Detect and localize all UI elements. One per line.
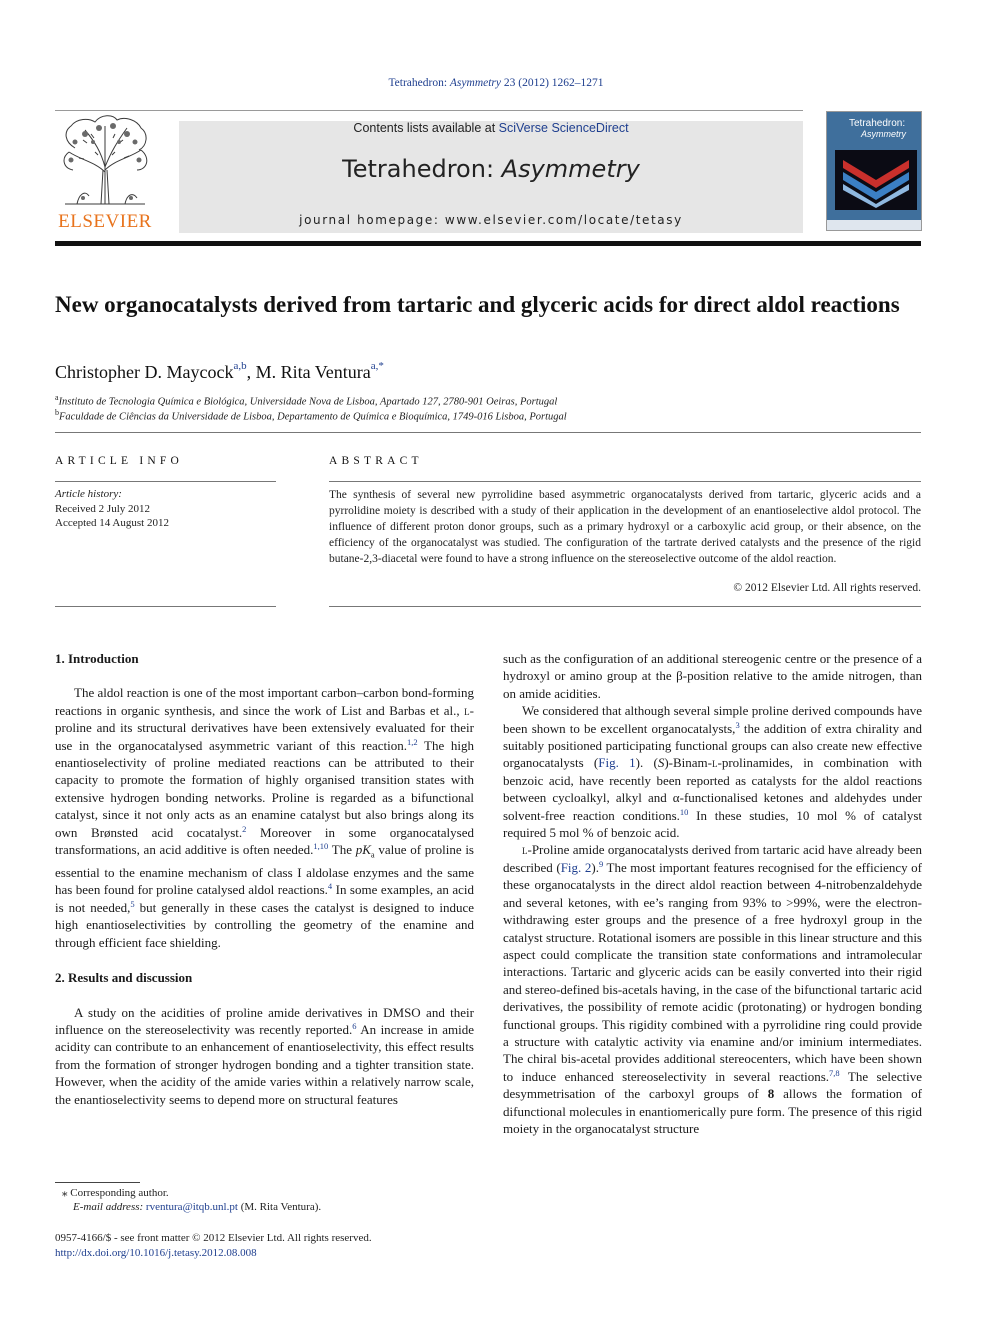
affiliation-b bbox=[55, 408, 567, 423]
received-date: Received 2 July 2012 bbox=[55, 502, 151, 515]
author-affiliation-marks[interactable]: a,* bbox=[370, 360, 384, 372]
cover-title bbox=[849, 118, 906, 140]
text-run: l bbox=[522, 842, 528, 858]
intro-paragraph bbox=[55, 684, 474, 951]
text-run: -prolinamides, in combination with benzoic acid, have recently been reported as catalysts for the aldol reactions between cycloalkyl, alkyl and α-functionalised ketones and aldehydes under solvent-free reaction conditions. bbox=[503, 755, 922, 823]
contents-prefix: Contents lists available at bbox=[353, 121, 499, 135]
results-paragraph bbox=[55, 1004, 474, 1108]
abstract-rule bbox=[329, 481, 921, 482]
text-run: In some examples, an acid is not needed, bbox=[55, 882, 474, 915]
text-run: -proline and its structural derivatives have been extensively evaluated for their use in the organocatalysed asymmetric variant of this reaction. bbox=[55, 702, 474, 753]
citation-journal: Asymmetry bbox=[449, 77, 501, 89]
abstract-text: The synthesis of several new pyrrolidine based asymmetric organocatalysts derived from tartaric, glyceric acids and a pyrrolidine moiety is described with a study of their application in the development of an enantioselective aldol protocol. The influence of different proton donor groups, such as a primary hydroxyl or a carboxylic acid group, or their absence, on the efficiency of the organocatalyst was studied. The configuration of the tartrate derived catalysts and the presence of the rigid butane-2,3-diacetal were found to have a strong influence on the stereoselective outcome of the aldol reaction. bbox=[329, 489, 921, 565]
text-run: A study on the acidities of proline amide derivatives in DMSO and their influence on the stereoselectivity was recently reported. bbox=[55, 1004, 474, 1037]
citation-suffix: 23 (2012) 1262–1271 bbox=[501, 77, 604, 89]
text-run: -Proline amide organocatalysts derived from tartaric acid have already been described ( bbox=[503, 842, 922, 875]
reference-link[interactable]: 4 bbox=[327, 881, 333, 892]
journal-cover-image[interactable] bbox=[826, 111, 922, 231]
reference-link[interactable]: 6 bbox=[352, 1020, 357, 1031]
header-top-rule bbox=[55, 110, 803, 111]
text-run: The high enantioselectivity of proline mediated reactions can be attributed to their capacity to promote the formation of highly organised transition states with extensive hydrogen bonding networks. Proline is regarded as a bifunctional catalyst, since it not only acts as an enamine catalyst but also brings along its own Brønsted acid cocatalyst. bbox=[55, 737, 474, 840]
text-run: The selective desymmetrisation of the carboxyl groups of bbox=[503, 1068, 923, 1102]
reference-link[interactable]: 1,2 bbox=[407, 736, 418, 747]
cover-title-sub: Asymmetry bbox=[861, 129, 906, 139]
text-run: ). bbox=[591, 859, 599, 875]
compound-number: 8 bbox=[767, 1086, 775, 1102]
text-run: The most important features recognised for the efficiency of these organocatalysts in the direct aldol reaction between 4-nitrobenzaldehyde and several ketones, with ee’s ranging from 93% to >99%, were the electron-withdrawing ester groups and the presence of a free hydroxyl group in the catalyst structure. Rotational isomers are possible in this linear structure and this aspect could complicate the transition state conformations and intramolecular interactions. Tartaric and glyceric acids can be easily converted into their rigid and stereo-defined bis-acetals having, in the case of the bifunctional tartaric acid derivatives, the possibility of remote acidic (protonating) or hydrogen bonding functional groups. This rigidity combined with a pyrrolidine ring could provide a structure with catalytic activity via enamine and/or iminium intermediates. The chiral bis-acetal provides additional stereocenters, which have been shown to induce enhanced stereoselectivity in several reactions. bbox=[503, 859, 923, 1084]
article-title: New organocatalysts derived from tartaric and glyceric acids for direct aldol reactions bbox=[55, 292, 900, 317]
author-affiliation-marks[interactable]: a,b bbox=[233, 360, 247, 372]
history-label: Article history: bbox=[55, 488, 122, 500]
reference-link[interactable]: 10 bbox=[679, 806, 689, 817]
cover-footer-strip bbox=[827, 220, 921, 230]
cover-title-main: Tetrahedron: bbox=[849, 118, 906, 129]
abstract-bottom-rule bbox=[329, 606, 921, 607]
issn-block bbox=[55, 1231, 372, 1260]
section-heading: 2. Results and discussion bbox=[55, 970, 193, 986]
journal-name-plain: Tetrahedron: bbox=[342, 155, 502, 183]
email-owner: (M. Rita Ventura). bbox=[237, 1201, 322, 1213]
text-run: )-Binam- bbox=[664, 755, 712, 771]
affiliation-divider bbox=[55, 432, 921, 433]
reference-link[interactable]: 5 bbox=[130, 898, 135, 909]
reference-link[interactable]: 7,8 bbox=[829, 1067, 840, 1078]
journal-name bbox=[179, 155, 803, 183]
reference-link[interactable]: 2 bbox=[242, 823, 247, 834]
section-heading: 1. Introduction bbox=[55, 651, 139, 666]
abstract-copyright: © 2012 Elsevier Ltd. All rights reserved. bbox=[733, 582, 921, 594]
article-history bbox=[55, 487, 169, 531]
text-run: In these studies, 10 mol % of catalyst required 5 mol % of benzoic acid. bbox=[503, 807, 922, 841]
journal-citation[interactable] bbox=[0, 77, 992, 89]
text-run: allows the formation of difunctional molecules in enantiomerically pure form. The presence of this rigid moiety in the organocatalyst structure bbox=[503, 1086, 922, 1136]
journal-homepage[interactable]: journal homepage: www.elsevier.com/locate/tetasy bbox=[299, 213, 683, 227]
body-left-column bbox=[55, 650, 474, 1108]
affiliation-a bbox=[55, 393, 557, 408]
corresponding-author-note: ⁎ Corresponding author. bbox=[62, 1187, 169, 1199]
sciencedirect-link[interactable]: SciVerse ScienceDirect bbox=[498, 121, 629, 135]
header-divider bbox=[55, 241, 921, 246]
article-info-bottom-rule bbox=[55, 606, 276, 607]
text-run: a bbox=[370, 849, 375, 860]
contents-line bbox=[179, 121, 803, 135]
article-info-heading: ARTICLE INFO bbox=[55, 455, 183, 467]
reference-link[interactable]: 3 bbox=[735, 719, 740, 730]
email-note bbox=[73, 1201, 321, 1213]
text-run: the addition of extra chirality and suitably positioned participating functional groups can also create new effective organocatalysts ( bbox=[503, 720, 922, 771]
email-label: E-mail address: bbox=[73, 1201, 146, 1213]
text-run: value of proline is essential to the enamine mechanism of class I aldolase enzymes and the same has been found for proline catalysed aldol reactions. bbox=[55, 842, 474, 898]
text-run: We considered that although several simple proline derived compounds have been shown to be excellent organocatalysts, bbox=[503, 703, 922, 736]
text-run: pK bbox=[355, 842, 371, 858]
affiliation-mark: b bbox=[55, 408, 59, 417]
text-run: l bbox=[711, 755, 718, 771]
footnote-rule bbox=[55, 1182, 140, 1183]
reference-link[interactable]: 1,10 bbox=[313, 841, 329, 852]
affiliation-mark: a bbox=[55, 393, 59, 402]
affiliation-text: Instituto de Tecnologia Química e Biológica, Universidade Nova de Lisboa, Apartado 127, 2780-901 Oeiras, Portugal bbox=[58, 396, 558, 408]
elsevier-wordmark: ELSEVIER bbox=[58, 211, 152, 232]
author-list bbox=[55, 362, 384, 383]
text-run: An increase in amide acidity can contribute to an enhancement of enantioselectivity, this effect results from the formation of stronger hydrogen bonding and a tighter transition state. However, when the acidity of the amide varies within a relatively narrow scale, the enantioselectivity seems to depend more on structural features bbox=[55, 1021, 474, 1107]
text-run: Moreover in some organocatalysed transformations, an acid additive is often needed. bbox=[55, 824, 474, 858]
text-run: The aldol reaction is one of the most important carbon–carbon bond-forming reactions in organic synthesis, and since the work of List and Barbas et al., bbox=[55, 685, 474, 718]
abstract-heading: ABSTRACT bbox=[329, 455, 423, 467]
issn-line: 0957-4166/$ - see front matter © 2012 Elsevier Ltd. All rights reserved. bbox=[55, 1232, 372, 1244]
figure-link[interactable]: Fig. 2 bbox=[560, 859, 592, 875]
doi-link[interactable]: http://dx.doi.org/10.1016/j.tetasy.2012.08.008 bbox=[55, 1246, 257, 1259]
accepted-date: Accepted 14 August 2012 bbox=[55, 517, 169, 529]
affiliation-text: Faculdade de Ciências da Universidade de Lisboa, Departamento de Química e Bioquímica, 1749-016 Lisboa, Portugal bbox=[59, 411, 567, 423]
text-run: ). ( bbox=[635, 755, 658, 771]
text-run: The bbox=[328, 842, 356, 858]
results-paragraph bbox=[503, 702, 922, 841]
text-run: l bbox=[464, 702, 470, 718]
cover-artwork bbox=[835, 150, 917, 210]
email-link[interactable]: rventura@itqb.unl.pt bbox=[145, 1201, 238, 1213]
author-name[interactable]: M. Rita Ventura bbox=[255, 362, 371, 382]
author-name[interactable]: Christopher D. Maycock bbox=[55, 362, 234, 382]
citation-prefix: Tetrahedron: bbox=[388, 77, 450, 89]
journal-name-italic: Asymmetry bbox=[501, 155, 640, 183]
article-info-rule bbox=[55, 481, 276, 482]
author-separator: , bbox=[246, 362, 256, 382]
results-paragraph bbox=[503, 841, 922, 1137]
text-run: S bbox=[657, 755, 665, 771]
results-paragraph-continued: such as the configuration of an additional stereogenic centre or the presence of a hydroxyl or amino group at the β-position relative to the amide nitrogen, than on amide acidities. bbox=[503, 651, 922, 701]
body-right-column bbox=[503, 650, 922, 1137]
text-run: but generally in these cases the catalyst is designed to induce high enantioselectivities by controlling the geometry of the enamine and through efficient face shielding. bbox=[55, 899, 474, 950]
reference-link[interactable]: 9 bbox=[598, 858, 604, 869]
figure-link[interactable]: Fig. 1 bbox=[598, 755, 636, 771]
